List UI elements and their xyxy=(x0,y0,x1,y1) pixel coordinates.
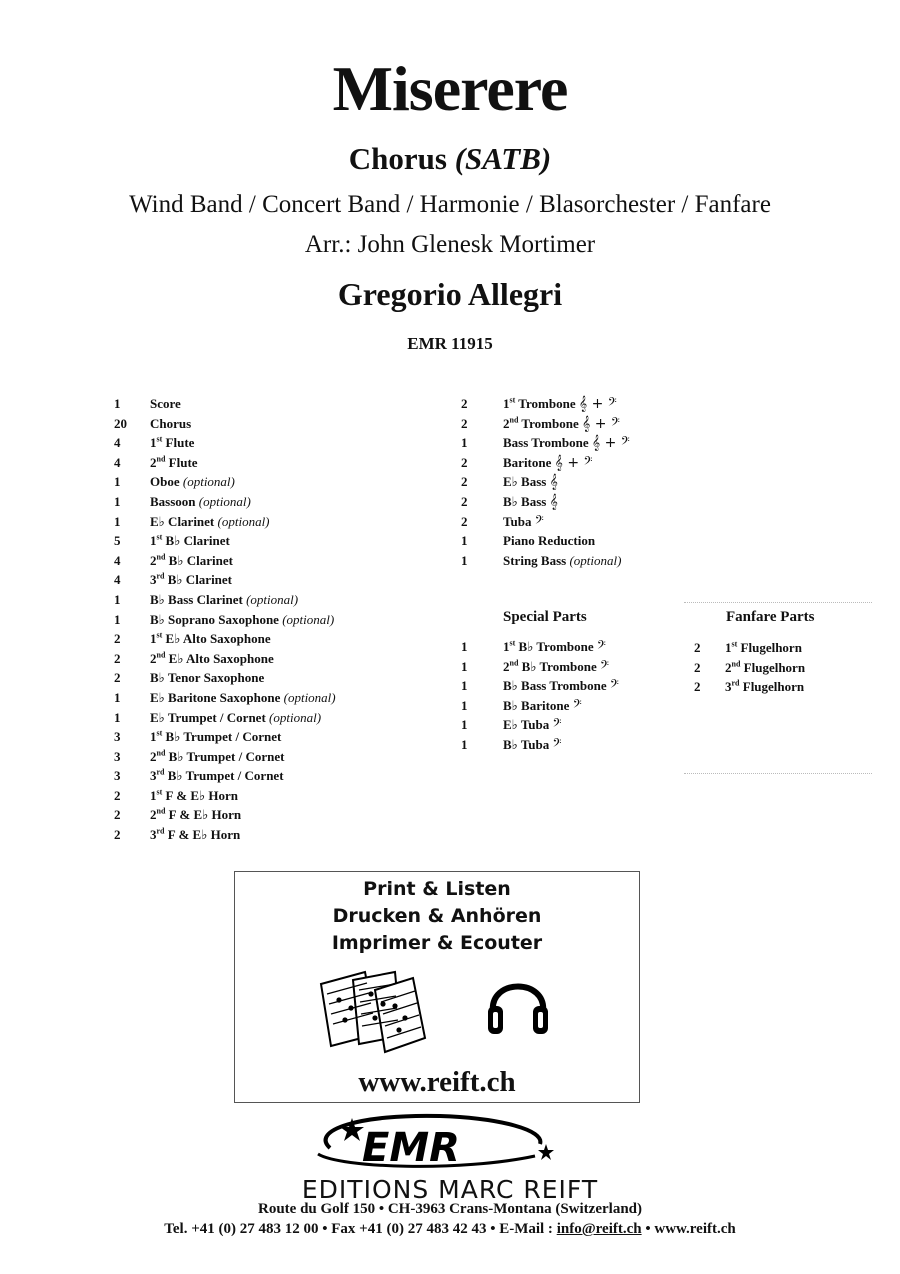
clef-icon: 𝄢 xyxy=(572,697,582,714)
part-instrument: Score xyxy=(150,396,181,411)
part-name xyxy=(150,570,232,590)
part-quantity: 2 xyxy=(461,493,468,509)
part-instrument: E♭ Trumpet / Cornet xyxy=(150,709,270,725)
part-name xyxy=(503,453,593,473)
part-instrument: B♭ Clarinet xyxy=(164,572,233,588)
fanfare-parts-list xyxy=(694,638,805,697)
part-ordinal-suffix: nd xyxy=(156,552,166,562)
part-instrument: Flute xyxy=(165,454,198,470)
part-quantity: 3 xyxy=(114,748,121,764)
part-row xyxy=(461,551,630,571)
part-instrument: B♭ Soprano Saxophone xyxy=(150,611,283,627)
part-instrument: B♭ Tuba xyxy=(503,736,553,752)
part-instrument: E♭ Clarinet xyxy=(150,513,218,529)
part-name xyxy=(725,677,804,697)
part-quantity: 1 xyxy=(461,697,468,713)
part-ordinal-suffix: st xyxy=(156,630,163,640)
part-ordinal: 2 xyxy=(150,454,157,470)
part-instrument: F & E♭ Horn xyxy=(164,827,241,843)
clef-icon: 𝄢 xyxy=(552,736,562,753)
part-instrument: E♭ Alto Saxophone xyxy=(165,650,274,666)
part-quantity: 3 xyxy=(114,768,121,784)
part-ordinal: 1 xyxy=(150,729,157,745)
part-quantity: 2 xyxy=(114,807,121,823)
part-ordinal-suffix: st xyxy=(156,787,163,797)
part-name xyxy=(150,433,194,453)
contact-website: • www.reift.ch xyxy=(641,1221,736,1237)
part-row xyxy=(114,766,336,786)
part-ordinal: 2 xyxy=(150,807,157,823)
part-row xyxy=(461,637,619,657)
part-ordinal: 2 xyxy=(503,415,510,431)
part-ordinal: 1 xyxy=(150,787,157,803)
part-instrument: Flugelhorn xyxy=(737,640,802,655)
composer-name: Gregorio Allegri xyxy=(337,276,563,312)
part-ordinal-suffix: nd xyxy=(156,807,166,817)
part-quantity: 1 xyxy=(461,658,468,674)
print-listen-box xyxy=(234,871,640,1103)
part-name xyxy=(150,786,238,806)
part-name xyxy=(150,688,336,708)
part-ordinal-suffix: nd xyxy=(731,659,741,669)
promo-line-german: Drucken & Anhören xyxy=(332,905,542,927)
part-row xyxy=(114,805,336,825)
part-ordinal: 3 xyxy=(150,768,157,784)
part-quantity: 2 xyxy=(114,787,121,803)
page-title: Miserere xyxy=(332,53,568,124)
part-quantity: 4 xyxy=(114,454,121,470)
part-quantity: 1 xyxy=(114,493,121,509)
part-row xyxy=(114,512,336,532)
part-name xyxy=(503,551,621,571)
part-name xyxy=(150,531,230,551)
part-instrument: F & E♭ Horn xyxy=(162,787,238,803)
part-row xyxy=(114,629,336,649)
part-instrument: B♭ Tenor Saxophone xyxy=(150,670,265,686)
part-quantity: 1 xyxy=(461,533,468,549)
part-ordinal: 2 xyxy=(150,552,157,568)
email-link[interactable]: info@reift.ch xyxy=(556,1221,642,1237)
part-quantity: 1 xyxy=(461,678,468,694)
part-optional: (optional) xyxy=(246,591,299,607)
part-instrument: B♭ Baritone xyxy=(503,697,573,713)
part-name xyxy=(503,676,619,696)
website-link[interactable]: www.reift.ch xyxy=(358,1066,516,1098)
part-name xyxy=(150,766,284,786)
part-instrument: B♭ Trumpet / Cornet xyxy=(162,729,282,745)
parts-list-right xyxy=(461,394,630,570)
part-row xyxy=(114,747,336,767)
part-row xyxy=(114,825,336,845)
part-ordinal-suffix: rd xyxy=(156,767,165,777)
part-ordinal: 2 xyxy=(150,748,157,764)
part-quantity: 1 xyxy=(461,639,468,654)
part-quantity: 1 xyxy=(461,736,468,752)
part-name xyxy=(503,696,582,716)
part-instrument: B♭ Bass xyxy=(503,493,550,509)
fanfare-parts-heading: Fanfare Parts xyxy=(726,609,815,625)
part-quantity: 1 xyxy=(461,435,468,451)
part-instrument: Trombone xyxy=(515,396,579,411)
part-instrument: Chorus xyxy=(150,415,192,431)
part-name xyxy=(725,658,805,678)
part-row xyxy=(114,688,336,708)
clef-icon: 𝄞 + 𝄢 xyxy=(554,454,593,471)
clef-icon: 𝄞 + 𝄢 xyxy=(591,435,630,452)
part-quantity: 2 xyxy=(461,415,468,431)
part-row xyxy=(461,715,619,735)
part-row xyxy=(114,453,336,473)
part-name xyxy=(150,492,251,512)
part-ordinal: 1 xyxy=(725,640,732,655)
contact-phone-fax: Tel. +41 (0) 27 483 12 00 • Fax +41 (0) 27 483 42 43 • E-Mail : xyxy=(164,1221,557,1237)
part-instrument: B♭ Bass Clarinet xyxy=(150,591,247,607)
part-name xyxy=(503,433,630,453)
part-ordinal-suffix: st xyxy=(509,395,516,405)
part-name xyxy=(150,708,321,728)
part-row xyxy=(461,433,630,453)
part-name xyxy=(503,715,562,735)
clef-icon: 𝄢 xyxy=(596,639,606,655)
part-ordinal: 1 xyxy=(503,639,510,654)
part-quantity: 2 xyxy=(694,659,701,675)
sheet-music-icon xyxy=(317,968,429,1056)
part-quantity: 1 xyxy=(114,474,121,490)
promo-line-french: Imprimer & Ecouter xyxy=(331,932,543,954)
part-ordinal-suffix: rd xyxy=(731,678,740,688)
part-optional: (optional) xyxy=(569,552,622,568)
part-ordinal: 1 xyxy=(150,631,157,647)
part-ordinal-suffix: nd xyxy=(509,658,519,668)
part-quantity: 5 xyxy=(114,533,121,549)
part-instrument: Flute xyxy=(162,435,195,451)
special-parts-list xyxy=(461,637,619,755)
part-ordinal-suffix: nd xyxy=(509,415,519,425)
parts-list-left xyxy=(114,394,336,845)
part-instrument: Tuba xyxy=(503,513,535,529)
part-ordinal-suffix: st xyxy=(156,532,163,542)
part-quantity: 2 xyxy=(461,513,468,529)
part-row xyxy=(114,708,336,728)
part-name xyxy=(503,512,544,532)
part-optional: (optional) xyxy=(269,709,322,725)
clef-icon: 𝄞 xyxy=(549,493,558,510)
publisher-contact xyxy=(0,1219,900,1239)
part-row xyxy=(114,668,336,688)
part-name xyxy=(150,727,281,747)
part-ordinal-suffix: rd xyxy=(156,826,165,836)
part-row xyxy=(114,414,336,434)
part-row xyxy=(461,492,630,512)
part-ordinal: 1 xyxy=(150,435,157,451)
part-quantity: 1 xyxy=(114,513,121,529)
part-name xyxy=(150,825,240,845)
part-ordinal-suffix: st xyxy=(156,728,163,738)
publisher-name: EDITIONS MARC REIFT xyxy=(301,1175,599,1204)
part-quantity: 1 xyxy=(114,709,121,725)
part-row xyxy=(114,492,336,512)
part-ordinal-suffix: nd xyxy=(156,650,166,660)
part-row xyxy=(114,433,336,453)
part-quantity: 2 xyxy=(461,474,468,490)
part-quantity: 1 xyxy=(114,591,121,607)
part-name xyxy=(503,637,606,657)
part-ordinal: 3 xyxy=(150,572,157,588)
part-optional: (optional) xyxy=(217,513,270,529)
subtitle xyxy=(0,140,900,178)
part-row xyxy=(114,551,336,571)
part-instrument: E♭ Baritone Saxophone xyxy=(150,689,284,705)
clef-icon: 𝄞 + 𝄢 xyxy=(578,396,617,412)
part-name xyxy=(503,735,562,755)
part-optional: (optional) xyxy=(198,493,251,509)
part-row xyxy=(461,735,619,755)
headphones-icon xyxy=(485,968,551,1038)
subtitle-main: Chorus xyxy=(348,141,455,176)
part-ordinal: 1 xyxy=(150,533,157,549)
part-ordinal-suffix: nd xyxy=(156,748,166,758)
part-quantity: 2 xyxy=(114,670,121,686)
part-instrument: B♭ Trombone xyxy=(518,658,601,674)
part-instrument: Trombone xyxy=(518,415,582,431)
part-ordinal: 2 xyxy=(150,650,157,666)
special-parts-heading: Special Parts xyxy=(503,609,587,625)
part-instrument: E♭ Alto Saxophone xyxy=(162,631,271,647)
part-ordinal: 2 xyxy=(725,659,732,675)
part-name xyxy=(503,472,558,492)
part-instrument: Piano Reduction xyxy=(503,533,596,549)
part-row xyxy=(114,610,336,630)
part-row xyxy=(114,590,336,610)
part-ordinal: 2 xyxy=(503,658,510,674)
part-name xyxy=(150,590,298,610)
part-instrument: F & E♭ Horn xyxy=(165,807,242,823)
part-quantity: 1 xyxy=(114,396,121,411)
part-ordinal: 3 xyxy=(150,827,157,843)
promo-line-english: Print & Listen xyxy=(363,878,511,900)
part-instrument: String Bass xyxy=(503,552,570,568)
part-ordinal-suffix: st xyxy=(731,639,738,649)
part-row xyxy=(114,570,336,590)
part-row xyxy=(694,658,805,678)
part-quantity: 1 xyxy=(461,552,468,568)
part-name xyxy=(150,394,181,414)
part-row xyxy=(461,394,630,414)
part-name xyxy=(150,805,241,825)
part-row xyxy=(114,727,336,747)
part-name xyxy=(150,747,284,767)
part-name xyxy=(503,394,617,414)
part-name xyxy=(150,551,233,571)
part-quantity: 4 xyxy=(114,572,121,588)
part-row xyxy=(461,531,630,551)
part-quantity: 2 xyxy=(114,631,121,647)
clef-icon: 𝄞 + 𝄢 xyxy=(581,415,620,432)
part-instrument: B♭ Trumpet / Cornet xyxy=(165,748,285,764)
part-ordinal-suffix: nd xyxy=(156,454,166,464)
part-optional: (optional) xyxy=(283,689,336,705)
part-row xyxy=(461,472,630,492)
part-row xyxy=(114,472,336,492)
part-instrument: E♭ Bass xyxy=(503,474,550,490)
part-instrument: Flugelhorn xyxy=(739,679,805,695)
part-row xyxy=(114,394,336,414)
part-quantity: 1 xyxy=(461,717,468,733)
fanfare-top-divider xyxy=(684,602,872,603)
part-name xyxy=(725,638,802,658)
part-quantity: 20 xyxy=(114,415,127,431)
part-ordinal-suffix: rd xyxy=(156,572,165,582)
part-row xyxy=(461,453,630,473)
part-optional: (optional) xyxy=(282,611,335,627)
part-quantity: 1 xyxy=(114,689,121,705)
part-ordinal: 3 xyxy=(725,679,732,695)
part-name xyxy=(150,649,274,669)
part-name xyxy=(150,414,191,434)
part-name xyxy=(150,512,270,532)
clef-icon: 𝄢 xyxy=(609,678,619,695)
part-instrument: B♭ Trombone xyxy=(515,639,597,654)
part-instrument: Flugelhorn xyxy=(740,659,806,675)
part-row xyxy=(461,676,619,696)
part-row xyxy=(114,531,336,551)
part-quantity: 2 xyxy=(461,454,468,470)
emr-logo xyxy=(300,1110,565,1174)
part-quantity: 2 xyxy=(114,650,121,666)
arranger-line: Arr.: John Glenesk Mortimer xyxy=(304,231,596,258)
part-name xyxy=(503,414,620,434)
part-instrument: Oboe xyxy=(150,474,183,490)
part-quantity: 2 xyxy=(694,640,701,655)
part-row xyxy=(461,657,619,677)
part-row xyxy=(461,512,630,532)
clef-icon: 𝄢 xyxy=(534,513,544,530)
clef-icon: 𝄞 xyxy=(549,474,558,491)
part-quantity: 2 xyxy=(114,827,121,843)
part-quantity: 2 xyxy=(461,396,468,411)
part-quantity: 3 xyxy=(114,729,121,745)
part-name xyxy=(150,629,271,649)
part-ordinal: 1 xyxy=(503,396,510,411)
part-quantity: 4 xyxy=(114,435,121,451)
subtitle-voicing: (SATB) xyxy=(454,141,552,176)
part-row xyxy=(461,414,630,434)
part-name xyxy=(150,668,264,688)
part-row xyxy=(694,677,805,697)
part-instrument: Bassoon xyxy=(150,493,199,509)
catalog-code: EMR 11915 xyxy=(407,334,493,353)
part-quantity: 1 xyxy=(114,611,121,627)
part-optional: (optional) xyxy=(182,474,235,490)
part-row xyxy=(114,786,336,806)
part-instrument: Bass Trombone xyxy=(503,435,592,451)
part-instrument: B♭ Bass Trombone xyxy=(503,678,610,694)
part-quantity: 2 xyxy=(694,679,701,695)
part-instrument: E♭ Tuba xyxy=(503,717,553,733)
part-row xyxy=(114,649,336,669)
publisher-address: Route du Golf 150 • CH-3963 Crans-Montana (Switzerland) xyxy=(258,1201,642,1217)
part-name xyxy=(150,610,334,630)
part-name xyxy=(503,531,595,551)
part-ordinal-suffix: st xyxy=(156,434,163,444)
part-instrument: B♭ Clarinet xyxy=(165,552,233,568)
fanfare-bottom-divider xyxy=(684,773,872,774)
part-name xyxy=(150,453,198,473)
part-name xyxy=(150,472,235,492)
part-name xyxy=(503,492,558,512)
part-name xyxy=(503,657,609,677)
part-instrument: B♭ Trumpet / Cornet xyxy=(164,768,284,784)
part-instrument: B♭ Clarinet xyxy=(162,533,230,549)
clef-icon: 𝄢 xyxy=(552,717,562,734)
part-quantity: 4 xyxy=(114,552,121,568)
part-instrument: Baritone xyxy=(503,454,555,470)
part-row xyxy=(461,696,619,716)
part-ordinal-suffix: st xyxy=(509,638,516,648)
ensemble-line: Wind Band / Concert Band / Harmonie / Blasorchester / Fanfare xyxy=(129,191,771,218)
emr-logo-text: EMR xyxy=(362,1125,460,1171)
clef-icon: 𝄢 xyxy=(600,658,610,675)
part-row xyxy=(694,638,805,658)
